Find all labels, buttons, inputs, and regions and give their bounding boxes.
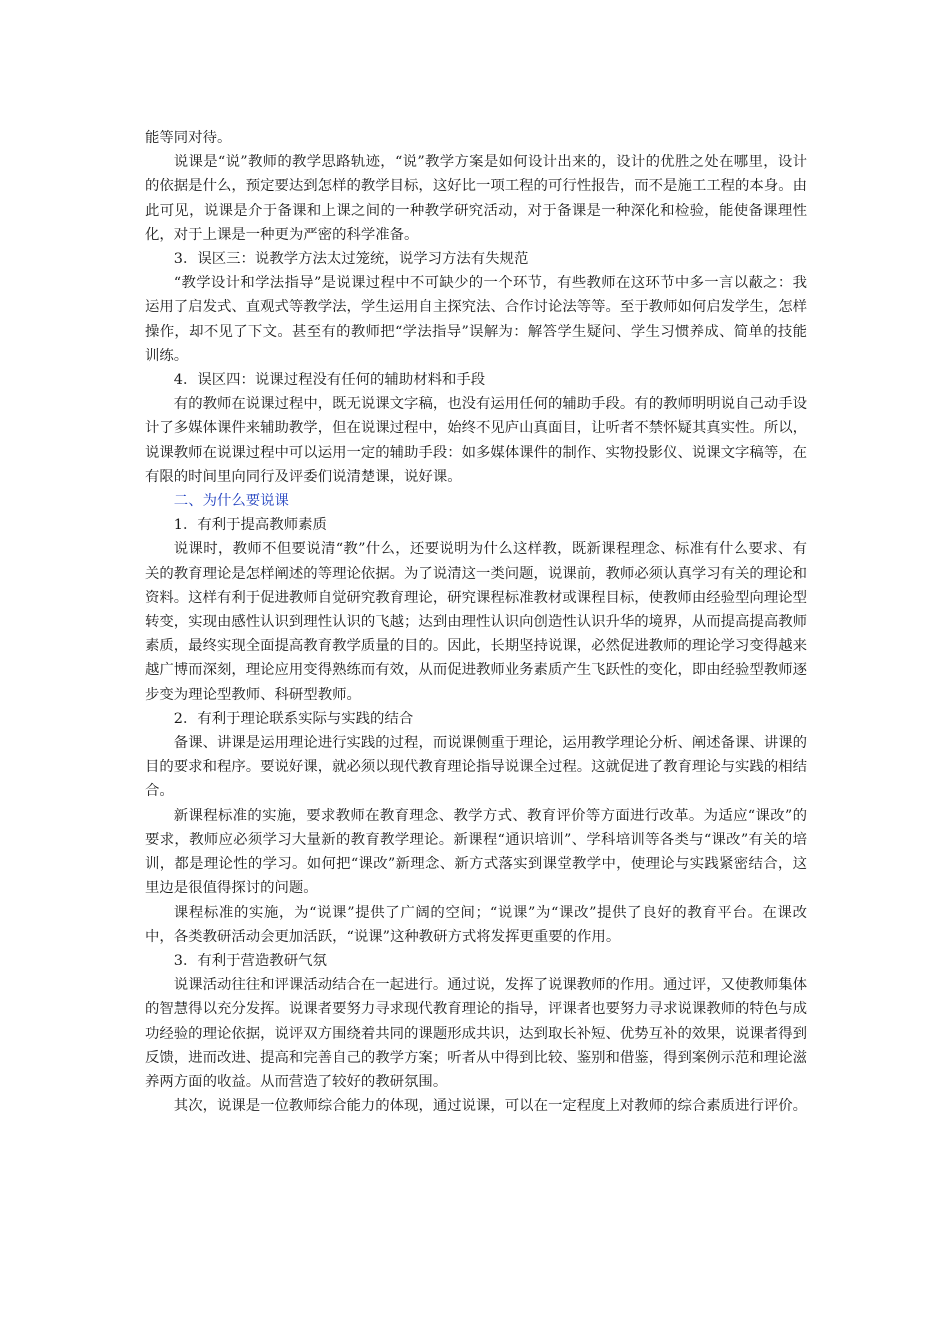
paragraph: 其次，说课是一位教师综合能力的体现，通过说课，可以在一定程度上对教师的综合素质进行评价。: [173, 1098, 807, 1115]
section-heading: 二、为什么要说课: [173, 493, 289, 510]
subsection-heading: 1．有利于提高教师素质: [173, 517, 327, 534]
paragraph: 说课是“说”教师的教学思路轨迹，“说”教学方案是如何设计出来的，设计的优胜之处在哪里，设计的依据是什么，预定要达到怎样的教学目标，这好比一项工程的可行性报告，而不是施工工程的本身。由此可见，说课是介于备课和上课之间的一种教学研究活动，对于备课是一种深化和检验，能使备课理性化，对于上课是一种更为严密的科学准备。: [145, 154, 807, 243]
subsection-heading: 3．误区三：说教学方法太过笼统，说学习方法有失规范: [173, 251, 529, 268]
paragraph: 新课程标准的实施，要求教师在教育理念、教学方式、教育评价等方面进行改革。为适应“课改”的要求，教师应必须学习大量新的教育教学理论。新课程“通识培训”、学科培训等各类与“课改”有关的培训，都是理论性的学习。如何把“课改”新理念、新方式落实到课堂教学中，使理论与实践紧密结合，这里边是很值得探讨的问题。: [145, 807, 807, 897]
paragraph: 课程标准的实施，为“说课”提供了广阔的空间；“说课”为“课改”提供了良好的教育平台。在课改中，各类教研活动会更加活跃，“说课”这种教研方式将发挥更重要的作用。: [145, 904, 807, 945]
paragraph: 说课时，教师不但要说清“教”什么，还要说明为什么这样教，既新课程理念、标准有什么要求、有关的教育理论是怎样阐述的等理论依据。为了说清这一类问题，说课前，教师必须认真学习有关的理论和资料。这样有利于促进教师自觉研究教育理论，研究课程标准教材或课程目标，使教师由经验型向理论型转变，实现由感性认识到理性认识的飞越；达到由理性认识向创造性认识升华的境界，从而提高提高教师素质，最终实现全面提高教育教学质量的目的。因此，长期坚持说课，必然促进教师的理论学习变得越来越广博而深刻，理论应用变得熟练而有效，从而促进教师业务素质产生飞跃性的变化，即由经验型教师逐步变为理论型教师、科研型教师。: [145, 541, 807, 703]
paragraph: 备课、讲课是运用理论进行实践的过程，而说课侧重于理论，运用教学理论分析、阐述备课、讲课的目的要求和程序。要说好课，就必须以现代教育理论指导说课全过程。这就促进了教育理论与实践的相结合。: [145, 735, 807, 800]
subsection-heading: 2．有利于理论联系实际与实践的结合: [173, 710, 414, 727]
paragraph: “教学设计和学法指导”是说课过程中不可缺少的一个环节，有些教师在这环节中多一言以蔽之：我运用了启发式、直观式等教学法，学生运用自主探究法、合作讨论法等等。至于教师如何启发学生，怎样操作，却不见了下文。甚至有的教师把“学法指导”误解为：解答学生疑问、学生习惯养成、简单的技能训练。: [145, 275, 807, 364]
paragraph: 能等同对待。: [145, 130, 232, 146]
subsection-heading: 3．有利于营造教研气氛: [173, 952, 327, 969]
document-body: [145, 126, 807, 1118]
subsection-heading: 4．误区四：说课过程没有任何的辅助材料和手段: [173, 372, 486, 389]
paragraph: 说课活动往往和评课活动结合在一起进行。通过说，发挥了说课教师的作用。通过评，又使教师集体的智慧得以充分发挥。说课者要努力寻求现代教育理论的指导，评课者也要努力寻求说课教师的特色与成功经验的理论依据，说评双方围绕着共同的课题形成共识，达到取长补短、优势互补的效果，说课者得到反馈，进而改进、提高和完善自己的教学方案；听者从中得到比较、鉴别和借鉴，得到案例示范和理论滋养两方面的收益。从而营造了较好的教研氛围。: [145, 977, 807, 1090]
paragraph: 有的教师在说课过程中，既无说课文字稿，也没有运用任何的辅助手段。有的教师明明说自己动手设计了多媒体课件来辅助教学，但在说课过程中，始终不见庐山真面目，让听者不禁怀疑其真实性。所以，说课教师在说课过程中可以运用一定的辅助手段：如多媒体课件的制作、实物投影仪、说课文字稿等，在有限的时间里向同行及评委们说清楚课，说好课。: [145, 396, 807, 485]
